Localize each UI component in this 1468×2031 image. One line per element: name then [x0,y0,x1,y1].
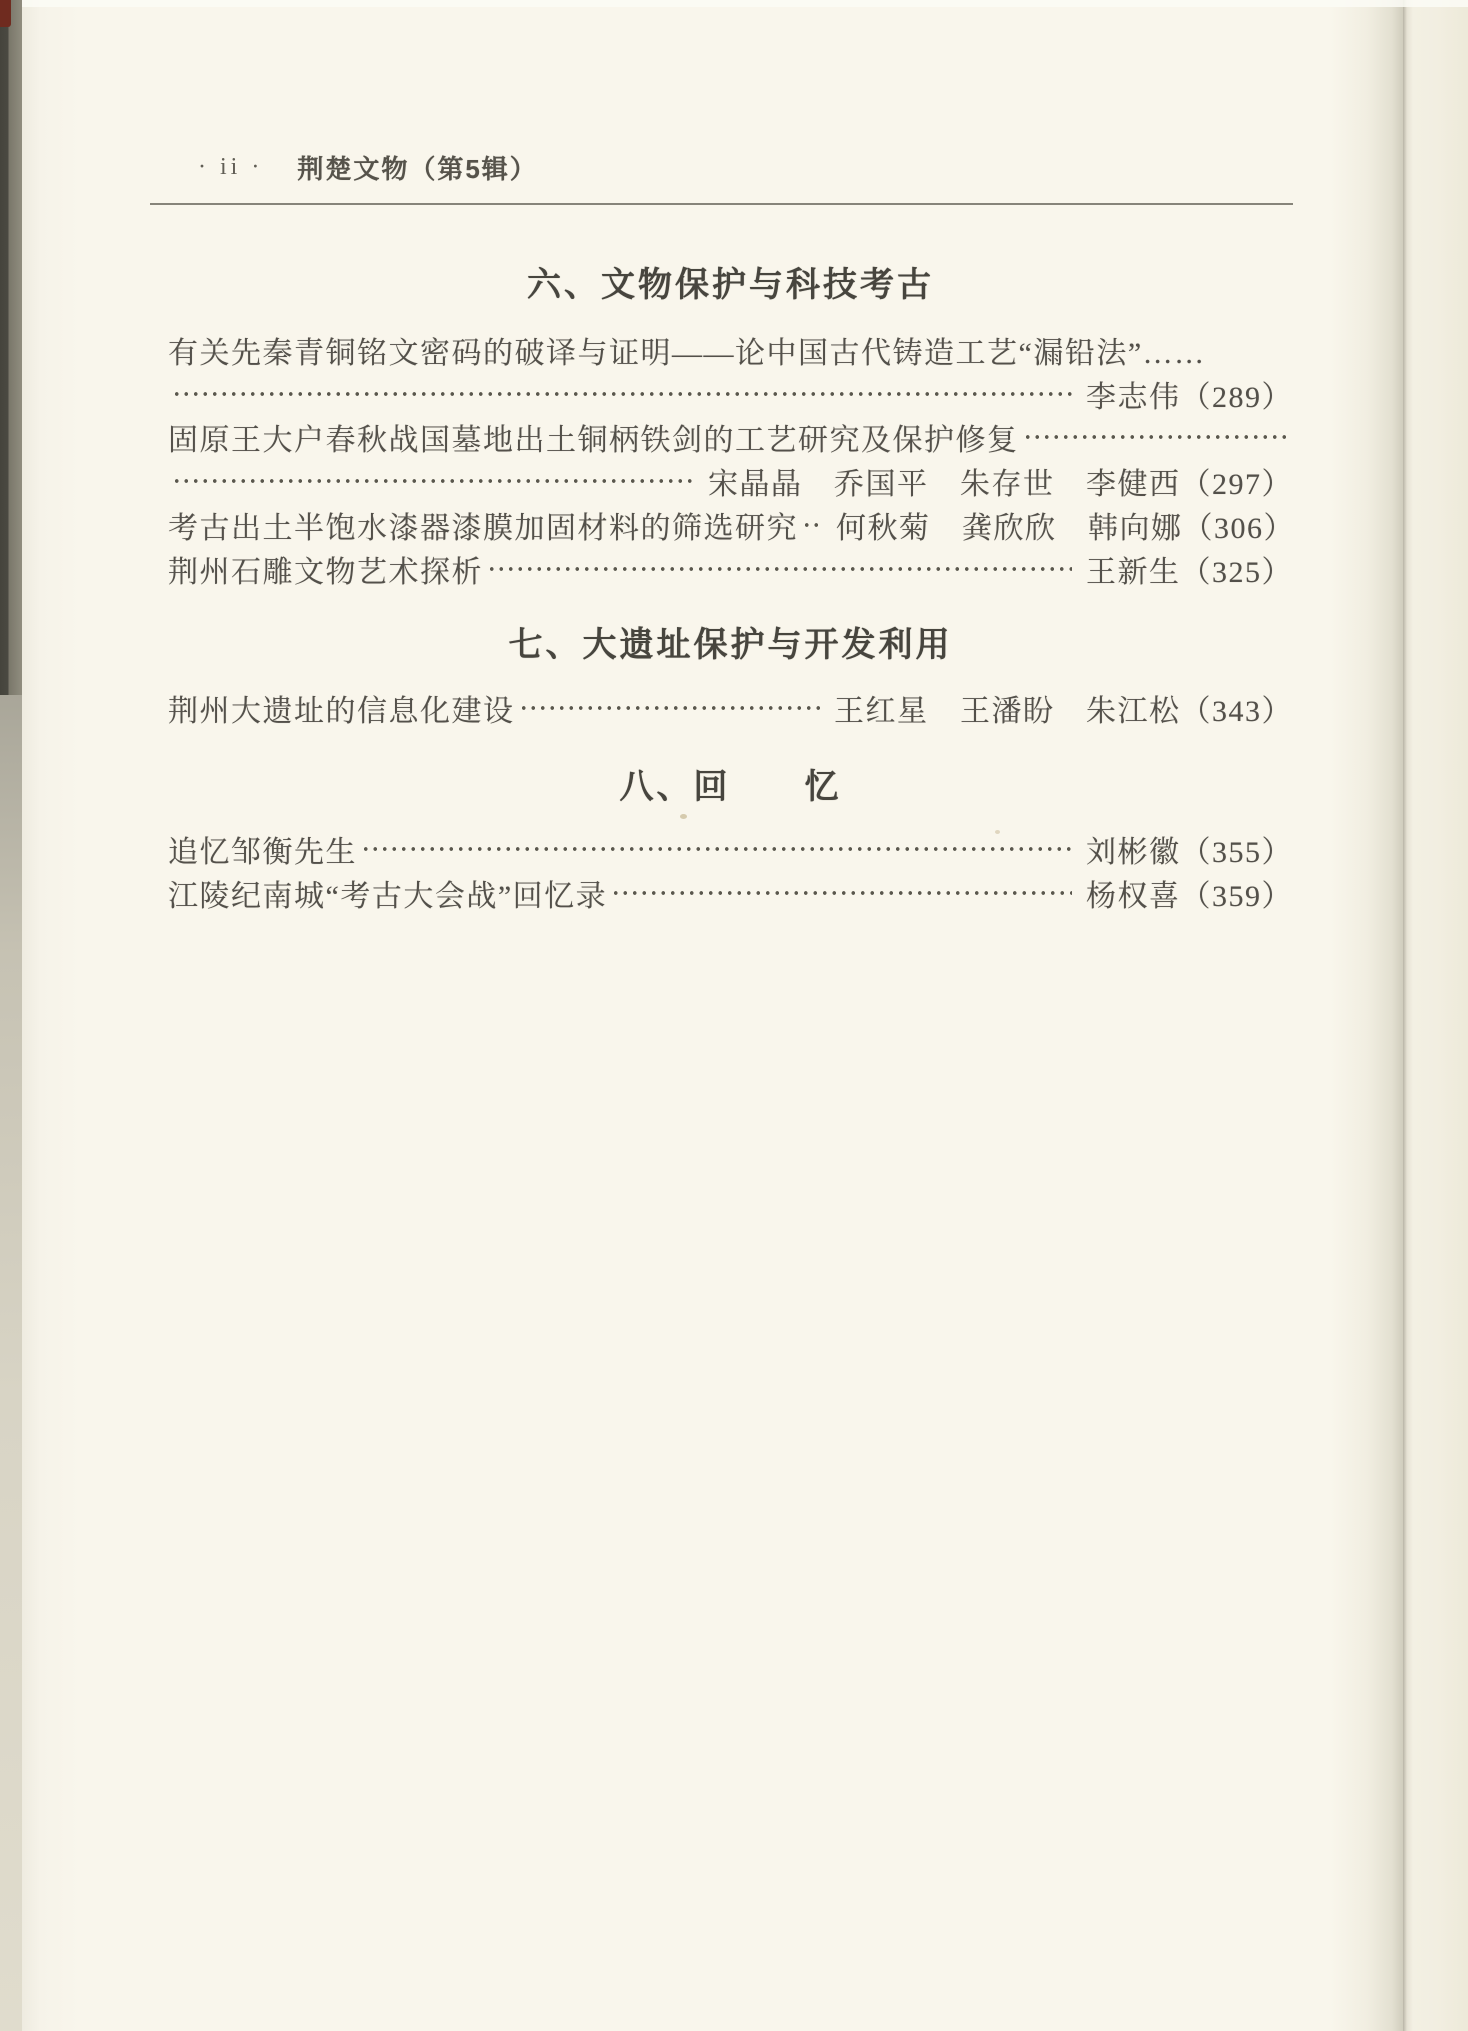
toc-entry-continuation [168,459,1293,503]
left-binding-strip [0,0,22,695]
entry-byline: 刘彬徽（355） [1086,836,1293,869]
entry-title: 追忆邹衡先生 [168,836,357,869]
toc-entry [168,686,1293,730]
spine-mark [0,0,11,27]
toc-entry [168,328,1293,372]
header-rule [150,203,1293,205]
dot-leader [802,503,822,547]
entry-title: 固原王大户春秋战国墓地出土铜柄铁剑的工艺研究及保护修复 [168,424,1019,457]
entry-title: 荆州石雕文物艺术探析 [168,556,483,589]
dot-leader [172,459,694,503]
entry-byline: 宋晶晶 乔国平 朱存世 李健西（297） [708,468,1293,501]
section-heading-6: 六、文物保护与科技考古 [527,265,934,304]
section-heading-7: 七、大遗址保护与开发利用 [508,625,953,664]
entry-title: 有关先秦青铜铭文密码的破译与证明——论中国古代铸造工艺“漏铅法”…… [168,337,1206,370]
toc-entry [168,827,1293,871]
entry-byline: 王新生（325） [1086,556,1293,589]
entry-title: 江陵纪南城“考古大会战”回忆录 [168,880,608,913]
entry-byline: 李志伟（289） [1086,381,1293,414]
entry-byline: 王红星 王潘盼 朱江松（343） [834,695,1293,728]
toc-entry [168,415,1293,459]
dot-leader [172,372,1072,416]
section-heading-8: 八、回 忆 [619,767,842,806]
toc-entry [168,503,1293,547]
toc-entry [168,547,1293,591]
entry-byline: 何秋菊 龚欣欣 韩向娜（306） [836,512,1295,545]
dot-leader [487,547,1072,591]
toc-entry [168,871,1293,915]
scan-top-glare [22,0,1468,7]
scan-speck [680,814,687,819]
entry-title: 考古出土半饱水漆器漆膜加固材料的筛选研究 [168,512,798,545]
page-number: · ii · [198,153,264,180]
dot-leader [361,827,1072,871]
dot-leader [1023,415,1290,459]
page-edge-backdrop [1403,0,1468,2031]
toc-entry-continuation [168,372,1293,416]
running-header [198,150,538,184]
left-binding-strip-lower [0,695,22,2031]
entry-byline: 杨权喜（359） [1086,880,1293,913]
dot-leader [519,686,821,730]
dot-leader [611,871,1072,915]
entry-title: 荆州大遗址的信息化建设 [168,695,515,728]
book-title: 荆楚文物（第5辑） [297,153,538,184]
